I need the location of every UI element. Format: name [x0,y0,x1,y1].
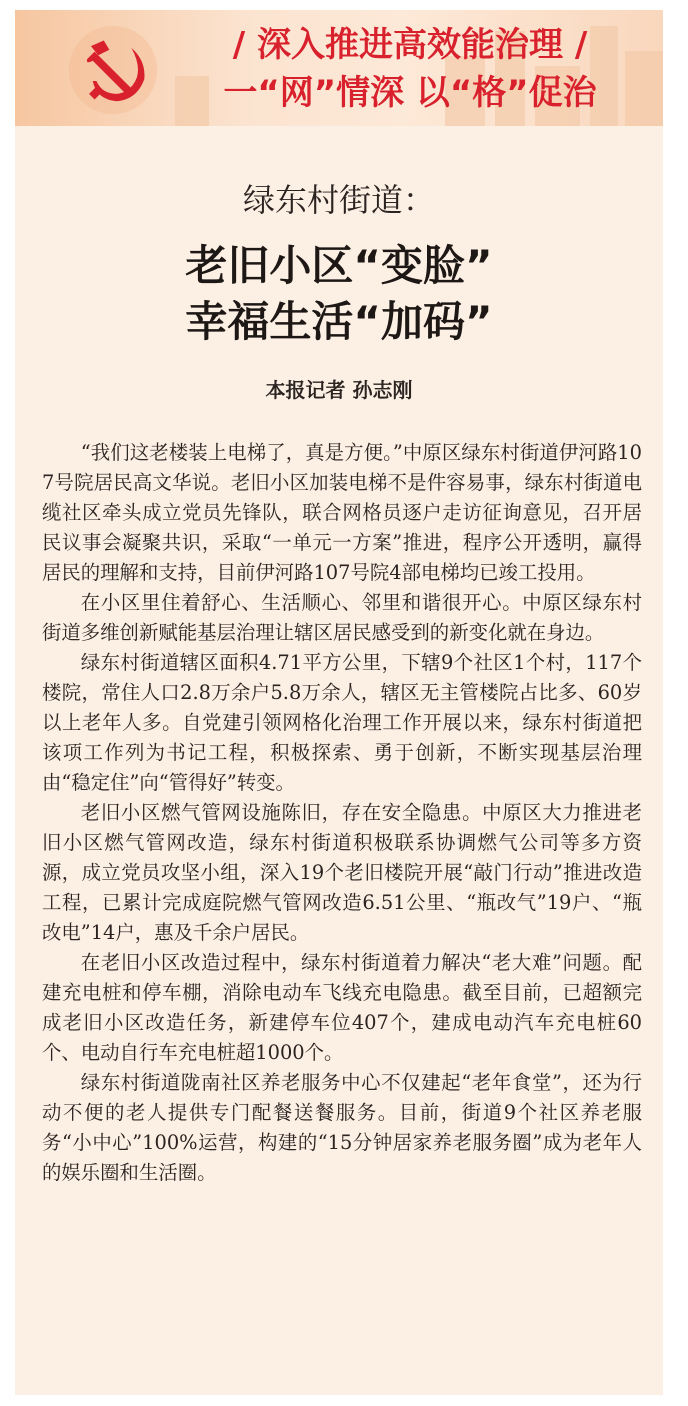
paragraph: 在老旧小区改造过程中，绿东村街道着力解决“老大难”问题。配建充电桩和停车棚，消除电动车飞线充电隐患。截至目前，已超额完成老旧小区改造任务，新建停车位407个，建成电动汽车充电桩60个、电动自行车充电桩超1000个。 [42,951,642,1064]
paragraph: 绿东村街道陇南社区养老服务中心不仅建起“老年食堂”，还为行动不便的老人提供专门配餐送餐服务。目前，街道9个社区养老服务“小中心”100%运营，构建的“15分钟居家养老服务圈”成为老年人的娱乐圈和生活圈。 [42,1071,642,1184]
paragraph: 在小区里住着舒心、生活顺心、邻里和谐很开心。中原区绿东村街道多维创新赋能基层治理让辖区居民感受到的新变化就在身边。 [42,591,642,644]
paragraph: 老旧小区燃气管网设施陈旧，存在安全隐患。中原区大力推进老旧小区燃气管网改造，绿东村街道积极联系协调燃气公司等多方资源，成立党员攻坚小组，深入19个老旧楼院开展“敲门行动”推进改造工程，已累计完成庭院燃气管网改造6.51公里、“瓶改气”19户、“瓶改电”14户，惠及千余户居民。 [42,801,642,944]
banner-title-line1: / 深入推进高效能治理 / [232,25,588,65]
paragraph: “我们这老楼装上电梯了，真是方便。”中原区绿东村街道伊河路107号院居民高文华说。老旧小区加装电梯不是件容易事，绿东村街道电缆社区牵头成立党员先锋队，联合网格员逐户走访征询意见，召开居民议事会凝聚共识，采取“一单元一方案”推进，程序公开透明，赢得居民的理解和支持，目前伊河路107号院4部电梯均已竣工投用。 [42,441,642,584]
headline-line2: 幸福生活“加码” [185,297,493,346]
article-byline: 本报记者 孙志刚 [265,378,413,402]
paragraph: 绿东村街道辖区面积4.71平方公里，下辖9个社区1个村，117个楼院，常住人口2.8万余户5.8万余人，辖区无主管楼院占比多、60岁以上老年人多。自党建引领网格化治理工作开展以来，绿东村街道把该项工作列为书记工程，积极探索、勇于创新，不断实现基层治理由“稳定住”向“管得好”转变。 [42,651,642,794]
headline-line1: 老旧小区“变脸” [185,241,493,290]
column-banner [15,10,663,126]
article-headline [15,238,663,350]
article-kicker: 绿东村街道： [242,181,435,219]
banner-title-line2: 一“网”情深 以“格”促治 [223,73,597,113]
article-body [42,438,642,1188]
party-emblem-icon [67,24,159,116]
article-panel [15,10,663,1395]
